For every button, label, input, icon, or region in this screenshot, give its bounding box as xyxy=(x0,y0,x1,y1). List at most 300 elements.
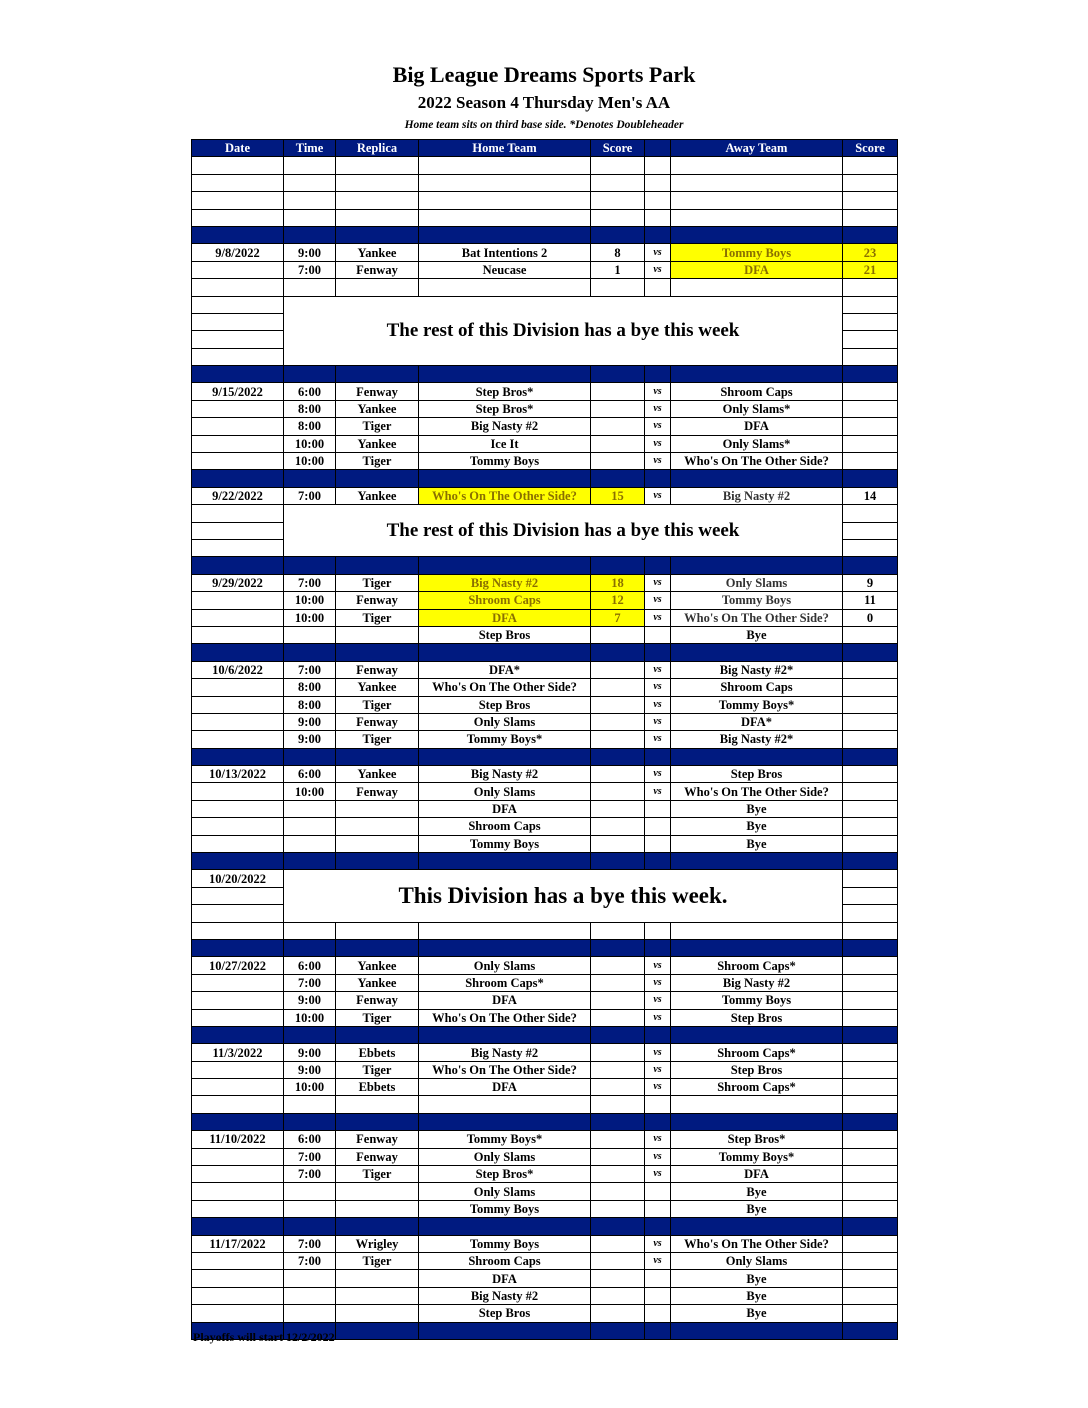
cell-home-team: DFA xyxy=(419,1079,591,1096)
cell-home-team xyxy=(419,1218,591,1235)
cell-home-score xyxy=(591,366,645,383)
cell-date xyxy=(192,557,284,574)
cell-home-team: Neucase xyxy=(419,261,591,278)
cell-replica xyxy=(336,835,419,852)
cell-time: 8:00 xyxy=(284,418,336,435)
cell-time xyxy=(284,748,336,765)
cell-away-score xyxy=(843,279,898,296)
cell-away-team: Bye xyxy=(671,818,843,835)
cell-away-score xyxy=(843,453,898,470)
cell-home-score xyxy=(591,1009,645,1026)
cell-date xyxy=(192,887,284,904)
cell-time: 7:00 xyxy=(284,487,336,504)
cell-date xyxy=(192,1148,284,1165)
col-header-away-team: Away Team xyxy=(671,140,843,157)
cell-away-team: Shroom Caps xyxy=(671,679,843,696)
cell-date: 9/22/2022 xyxy=(192,487,284,504)
cell-replica xyxy=(336,279,419,296)
cell-away-score xyxy=(843,1270,898,1287)
cell-away-team xyxy=(671,1322,843,1339)
cell-replica xyxy=(336,644,419,661)
cell-away-score: 11 xyxy=(843,592,898,609)
cell-replica xyxy=(336,1113,419,1130)
cell-time xyxy=(284,226,336,243)
cell-replica: Yankee xyxy=(336,957,419,974)
separator-row xyxy=(192,226,898,243)
cell-date: 10/27/2022 xyxy=(192,957,284,974)
cell-replica xyxy=(336,1200,419,1217)
cell-vs xyxy=(645,1026,671,1043)
cell-home-score xyxy=(591,453,645,470)
cell-time xyxy=(284,557,336,574)
col-header-vs xyxy=(645,140,671,157)
cell-replica: Yankee xyxy=(336,679,419,696)
col-header-date: Date xyxy=(192,140,284,157)
cell-time: 10:00 xyxy=(284,1079,336,1096)
cell-replica: Tiger xyxy=(336,1253,419,1270)
cell-date: 9/29/2022 xyxy=(192,574,284,591)
cell-date xyxy=(192,974,284,991)
cell-replica: Tiger xyxy=(336,609,419,626)
cell-date xyxy=(192,592,284,609)
game-row xyxy=(192,1061,898,1078)
cell-away-score xyxy=(843,731,898,748)
cell-away-score xyxy=(843,644,898,661)
bye-message-row xyxy=(192,870,898,887)
cell-date xyxy=(192,400,284,417)
cell-away-score xyxy=(843,835,898,852)
cell-away-team xyxy=(671,209,843,226)
game-row xyxy=(192,800,898,817)
game-row xyxy=(192,383,898,400)
cell-vs xyxy=(645,157,671,174)
cell-time: 10:00 xyxy=(284,609,336,626)
cell-date: 11/17/2022 xyxy=(192,1235,284,1252)
cell-replica: Yankee xyxy=(336,435,419,452)
cell-home-team xyxy=(419,209,591,226)
cell-time xyxy=(284,209,336,226)
game-row xyxy=(192,1166,898,1183)
cell-home-score xyxy=(591,661,645,678)
cell-away-team: Who's On The Other Side? xyxy=(671,609,843,626)
cell-away-team: Step Bros xyxy=(671,1009,843,1026)
cell-away-score xyxy=(843,348,898,365)
game-row xyxy=(192,1131,898,1148)
cell-date xyxy=(192,939,284,956)
cell-home-team: Shroom Caps xyxy=(419,592,591,609)
separator-row xyxy=(192,1218,898,1235)
cell-home-score xyxy=(591,1113,645,1130)
cell-home-team: Tommy Boys xyxy=(419,1235,591,1252)
cell-vs: vs xyxy=(645,1079,671,1096)
cell-replica: Tiger xyxy=(336,696,419,713)
cell-vs: vs xyxy=(645,696,671,713)
cell-date xyxy=(192,696,284,713)
cell-vs xyxy=(645,853,671,870)
cell-away-team: Only Slams xyxy=(671,1253,843,1270)
cell-vs xyxy=(645,279,671,296)
cell-home-score xyxy=(591,418,645,435)
cell-home-team: Only Slams xyxy=(419,713,591,730)
cell-home-score xyxy=(591,1218,645,1235)
cell-home-team xyxy=(419,1096,591,1113)
cell-date xyxy=(192,522,284,539)
cell-away-team: Shroom Caps xyxy=(671,383,843,400)
cell-time xyxy=(284,1183,336,1200)
cell-away-team: Big Nasty #2* xyxy=(671,661,843,678)
game-row xyxy=(192,1253,898,1270)
cell-away-team xyxy=(671,279,843,296)
cell-away-team: Bye xyxy=(671,800,843,817)
cell-home-team: Big Nasty #2 xyxy=(419,1044,591,1061)
cell-home-team xyxy=(419,644,591,661)
cell-away-score xyxy=(843,209,898,226)
game-row xyxy=(192,766,898,783)
cell-home-score xyxy=(591,383,645,400)
cell-away-team: DFA xyxy=(671,1166,843,1183)
cell-away-team: DFA* xyxy=(671,713,843,730)
cell-time xyxy=(284,1026,336,1043)
cell-home-team xyxy=(419,853,591,870)
cell-time xyxy=(284,853,336,870)
cell-away-score: 14 xyxy=(843,487,898,504)
cell-replica: Fenway xyxy=(336,261,419,278)
cell-away-team xyxy=(671,1218,843,1235)
cell-vs: vs xyxy=(645,1044,671,1061)
game-row xyxy=(192,592,898,609)
cell-date xyxy=(192,157,284,174)
cell-time xyxy=(284,644,336,661)
cell-home-team xyxy=(419,279,591,296)
cell-home-score xyxy=(591,853,645,870)
cell-home-score xyxy=(591,1026,645,1043)
blank-row xyxy=(192,157,898,174)
separator-row xyxy=(192,853,898,870)
cell-home-team: Step Bros* xyxy=(419,400,591,417)
cell-home-team: Who's On The Other Side? xyxy=(419,1061,591,1078)
cell-home-team xyxy=(419,174,591,191)
cell-home-team: DFA xyxy=(419,609,591,626)
cell-home-score xyxy=(591,1183,645,1200)
cell-vs: vs xyxy=(645,1009,671,1026)
cell-date xyxy=(192,1166,284,1183)
cell-away-score xyxy=(843,435,898,452)
cell-date: 9/8/2022 xyxy=(192,244,284,261)
bye-message: The rest of this Division has a bye this week xyxy=(284,296,843,366)
cell-home-score: 12 xyxy=(591,592,645,609)
separator-row xyxy=(192,748,898,765)
cell-away-score xyxy=(843,1287,898,1304)
cell-away-team: Tommy Boys xyxy=(671,992,843,1009)
cell-away-team xyxy=(671,939,843,956)
cell-home-team: Big Nasty #2 xyxy=(419,1287,591,1304)
cell-date xyxy=(192,226,284,243)
cell-replica xyxy=(336,157,419,174)
cell-home-score xyxy=(591,157,645,174)
cell-vs: vs xyxy=(645,661,671,678)
cell-time: 9:00 xyxy=(284,731,336,748)
cell-away-score xyxy=(843,1044,898,1061)
cell-home-team: Step Bros xyxy=(419,696,591,713)
footer-note: Playoffs will start 12/2/2022 xyxy=(193,1330,335,1344)
game-row xyxy=(192,661,898,678)
game-row xyxy=(192,679,898,696)
cell-away-team: Step Bros xyxy=(671,766,843,783)
cell-away-score xyxy=(843,1322,898,1339)
cell-home-team xyxy=(419,1113,591,1130)
cell-away-team: Tommy Boys* xyxy=(671,1148,843,1165)
cell-date: 10/6/2022 xyxy=(192,661,284,678)
cell-away-team: Tommy Boys xyxy=(671,244,843,261)
cell-home-score xyxy=(591,800,645,817)
cell-home-team xyxy=(419,748,591,765)
cell-vs xyxy=(645,922,671,939)
cell-replica xyxy=(336,470,419,487)
cell-away-score xyxy=(843,818,898,835)
cell-away-team xyxy=(671,922,843,939)
cell-vs: vs xyxy=(645,713,671,730)
cell-home-score xyxy=(591,1287,645,1304)
cell-home-team: Only Slams xyxy=(419,1183,591,1200)
game-row xyxy=(192,453,898,470)
cell-date xyxy=(192,331,284,348)
cell-away-team xyxy=(671,174,843,191)
cell-time: 10:00 xyxy=(284,453,336,470)
cell-time: 6:00 xyxy=(284,383,336,400)
cell-away-score xyxy=(843,1200,898,1217)
cell-away-score xyxy=(843,696,898,713)
cell-date xyxy=(192,1079,284,1096)
cell-vs xyxy=(645,1270,671,1287)
cell-time xyxy=(284,939,336,956)
bye-message: The rest of this Division has a bye this week xyxy=(284,505,843,557)
cell-replica xyxy=(336,1096,419,1113)
cell-away-team: Bye xyxy=(671,1305,843,1322)
cell-away-score xyxy=(843,400,898,417)
game-row xyxy=(192,713,898,730)
game-row xyxy=(192,696,898,713)
game-row xyxy=(192,609,898,626)
cell-time xyxy=(284,1270,336,1287)
cell-replica xyxy=(336,1305,419,1322)
cell-home-score: 18 xyxy=(591,574,645,591)
cell-vs: vs xyxy=(645,679,671,696)
game-row xyxy=(192,244,898,261)
cell-home-team: Big Nasty #2 xyxy=(419,418,591,435)
cell-time: 7:00 xyxy=(284,261,336,278)
cell-vs: vs xyxy=(645,992,671,1009)
cell-home-score: 1 xyxy=(591,261,645,278)
cell-vs xyxy=(645,209,671,226)
cell-vs xyxy=(645,174,671,191)
cell-date xyxy=(192,539,284,556)
cell-away-team xyxy=(671,366,843,383)
cell-date xyxy=(192,279,284,296)
cell-away-score xyxy=(843,1166,898,1183)
cell-replica: Yankee xyxy=(336,244,419,261)
cell-time xyxy=(284,1096,336,1113)
cell-away-team: Tommy Boys* xyxy=(671,696,843,713)
cell-away-team xyxy=(671,470,843,487)
cell-away-team: Only Slams xyxy=(671,574,843,591)
cell-home-score xyxy=(591,992,645,1009)
cell-away-team: Bye xyxy=(671,626,843,643)
cell-time: 7:00 xyxy=(284,574,336,591)
cell-replica xyxy=(336,209,419,226)
cell-home-score xyxy=(591,435,645,452)
cell-away-team: Bye xyxy=(671,1183,843,1200)
cell-away-team xyxy=(671,1096,843,1113)
cell-home-score xyxy=(591,783,645,800)
cell-time: 9:00 xyxy=(284,1061,336,1078)
cell-away-score: 23 xyxy=(843,244,898,261)
cell-away-team: Who's On The Other Side? xyxy=(671,1235,843,1252)
cell-vs: vs xyxy=(645,1131,671,1148)
cell-vs: vs xyxy=(645,1253,671,1270)
cell-date xyxy=(192,731,284,748)
cell-away-team xyxy=(671,1113,843,1130)
cell-vs xyxy=(645,1287,671,1304)
cell-home-score xyxy=(591,1200,645,1217)
cell-home-team xyxy=(419,192,591,209)
cell-home-team: Shroom Caps* xyxy=(419,974,591,991)
cell-away-score xyxy=(843,1148,898,1165)
cell-replica xyxy=(336,1287,419,1304)
cell-away-team: Bye xyxy=(671,835,843,852)
cell-replica: Tiger xyxy=(336,1009,419,1026)
cell-home-score xyxy=(591,1235,645,1252)
cell-home-score: 7 xyxy=(591,609,645,626)
cell-away-team: Who's On The Other Side? xyxy=(671,783,843,800)
cell-home-team: DFA xyxy=(419,1270,591,1287)
cell-time xyxy=(284,835,336,852)
cell-away-team: Tommy Boys xyxy=(671,592,843,609)
cell-away-score xyxy=(843,626,898,643)
cell-away-score xyxy=(843,296,898,313)
cell-time: 10:00 xyxy=(284,783,336,800)
cell-replica xyxy=(336,626,419,643)
cell-time xyxy=(284,626,336,643)
game-row xyxy=(192,418,898,435)
cell-date xyxy=(192,922,284,939)
cell-vs: vs xyxy=(645,435,671,452)
cell-vs: vs xyxy=(645,783,671,800)
cell-date xyxy=(192,435,284,452)
cell-away-score xyxy=(843,1096,898,1113)
cell-time xyxy=(284,1218,336,1235)
cell-away-team xyxy=(671,226,843,243)
cell-away-score xyxy=(843,1131,898,1148)
cell-vs: vs xyxy=(645,383,671,400)
cell-replica: Tiger xyxy=(336,418,419,435)
cell-away-team: Bye xyxy=(671,1270,843,1287)
cell-home-score xyxy=(591,696,645,713)
cell-away-team: Big Nasty #2 xyxy=(671,487,843,504)
cell-home-team: Tommy Boys* xyxy=(419,1131,591,1148)
cell-vs: vs xyxy=(645,1235,671,1252)
cell-away-score: 9 xyxy=(843,574,898,591)
cell-time xyxy=(284,922,336,939)
bye-message: This Division has a bye this week. xyxy=(284,870,843,922)
cell-away-team: DFA xyxy=(671,418,843,435)
cell-vs: vs xyxy=(645,244,671,261)
cell-vs: vs xyxy=(645,592,671,609)
cell-home-team: Bat Intentions 2 xyxy=(419,244,591,261)
cell-vs xyxy=(645,1096,671,1113)
cell-home-team: Who's On The Other Side? xyxy=(419,679,591,696)
cell-vs xyxy=(645,557,671,574)
cell-away-score xyxy=(843,905,898,922)
blank-row xyxy=(192,192,898,209)
cell-home-score xyxy=(591,1148,645,1165)
cell-home-score xyxy=(591,1305,645,1322)
cell-date xyxy=(192,1096,284,1113)
cell-home-score xyxy=(591,1270,645,1287)
cell-vs: vs xyxy=(645,957,671,974)
cell-time: 9:00 xyxy=(284,992,336,1009)
cell-home-team: Step Bros xyxy=(419,626,591,643)
cell-away-score xyxy=(843,766,898,783)
page-subtitle: 2022 Season 4 Thursday Men's AA xyxy=(417,93,671,112)
cell-away-team: Bye xyxy=(671,1200,843,1217)
cell-away-team xyxy=(671,644,843,661)
cell-home-score xyxy=(591,1061,645,1078)
cell-away-score xyxy=(843,713,898,730)
cell-away-score xyxy=(843,157,898,174)
cell-time: 6:00 xyxy=(284,1131,336,1148)
cell-home-score xyxy=(591,679,645,696)
cell-home-score xyxy=(591,557,645,574)
cell-replica xyxy=(336,1026,419,1043)
separator-row xyxy=(192,470,898,487)
cell-replica xyxy=(336,1322,419,1339)
cell-time xyxy=(284,1200,336,1217)
cell-replica: Tiger xyxy=(336,731,419,748)
cell-vs xyxy=(645,1305,671,1322)
cell-vs xyxy=(645,192,671,209)
game-row xyxy=(192,957,898,974)
cell-away-team: Step Bros xyxy=(671,1061,843,1078)
cell-date xyxy=(192,261,284,278)
separator-row xyxy=(192,1113,898,1130)
cell-date: 11/10/2022 xyxy=(192,1131,284,1148)
blank-row xyxy=(192,174,898,191)
cell-date xyxy=(192,1200,284,1217)
bye-message-row xyxy=(192,505,898,522)
cell-home-team xyxy=(419,226,591,243)
cell-replica: Tiger xyxy=(336,574,419,591)
cell-home-score xyxy=(591,922,645,939)
cell-home-score xyxy=(591,1044,645,1061)
cell-home-team: Only Slams xyxy=(419,957,591,974)
cell-vs: vs xyxy=(645,1148,671,1165)
cell-away-team xyxy=(671,748,843,765)
cell-home-team xyxy=(419,470,591,487)
cell-home-score xyxy=(591,174,645,191)
cell-time xyxy=(284,818,336,835)
cell-replica: Fenway xyxy=(336,661,419,678)
cell-replica: Ebbets xyxy=(336,1079,419,1096)
cell-vs: vs xyxy=(645,766,671,783)
cell-away-score: 0 xyxy=(843,609,898,626)
col-header-home-team: Home Team xyxy=(419,140,591,157)
cell-replica: Yankee xyxy=(336,487,419,504)
cell-time xyxy=(284,1305,336,1322)
cell-away-score xyxy=(843,1113,898,1130)
cell-away-score xyxy=(843,800,898,817)
cell-home-score xyxy=(591,835,645,852)
cell-away-score xyxy=(843,1009,898,1026)
